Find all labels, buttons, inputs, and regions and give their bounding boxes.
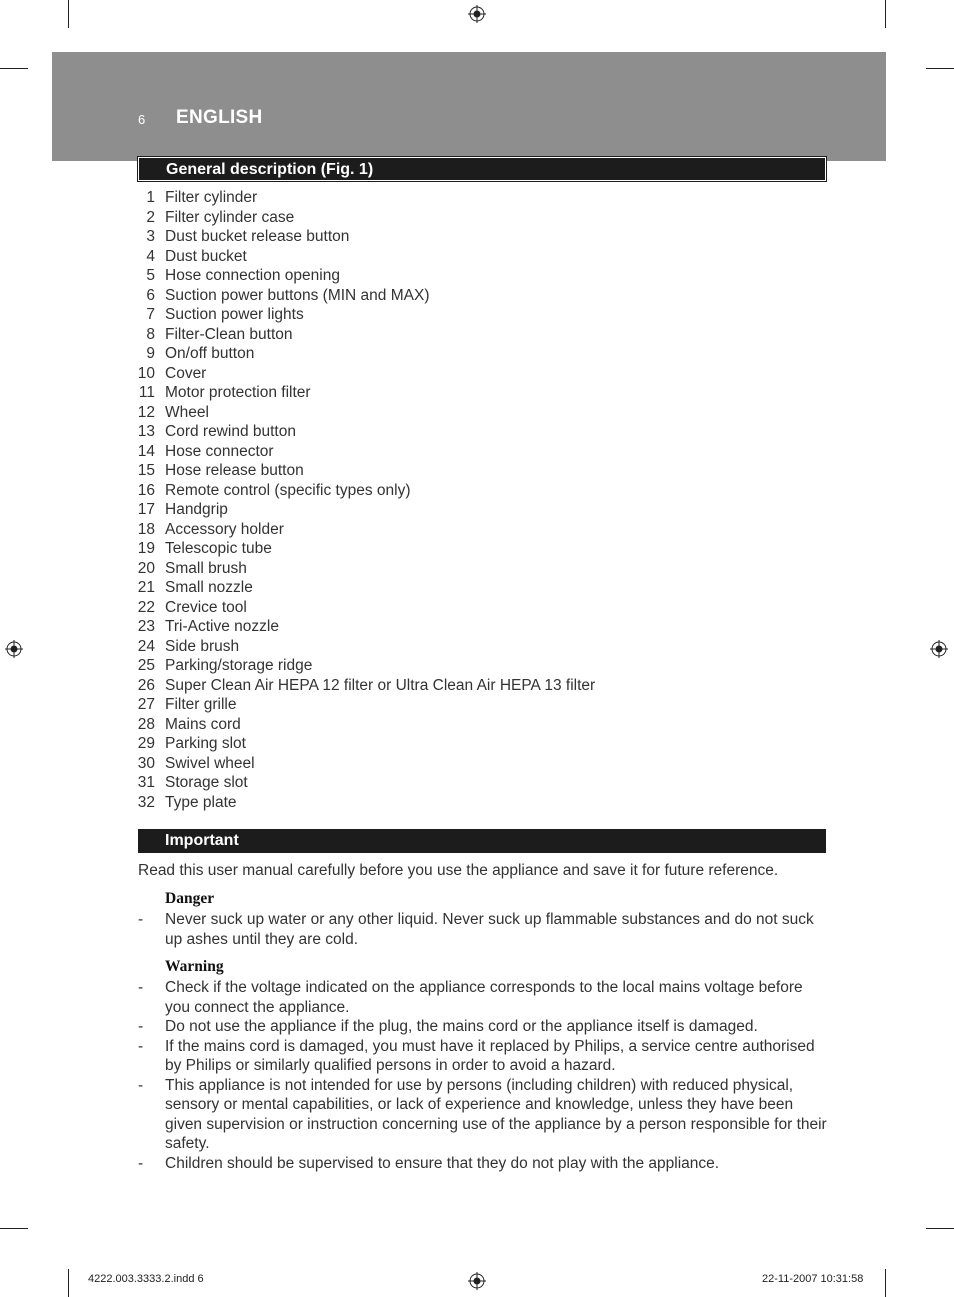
part-number: 5 (146, 267, 155, 284)
bullet-text: Never suck up water or any other liquid. Never suck up flammable substances and do not suck up ashes until they are cold. (165, 911, 814, 948)
part-number: 4 (146, 247, 155, 265)
part-label: Hose connector (165, 442, 274, 460)
part-number: 15 (137, 462, 155, 479)
part-number: 2 (146, 208, 155, 226)
bullet-dash: - (138, 979, 144, 996)
part-label: Small brush (165, 559, 247, 577)
part-label: Parking/storage ridge (165, 657, 313, 674)
part-label: Crevice tool (165, 598, 247, 616)
part-label: Filter-Clean button (165, 325, 293, 343)
part-label: Storage slot (165, 774, 248, 791)
list-item (138, 978, 830, 1017)
part-label: Hose connection opening (165, 267, 340, 284)
part-number: 7 (146, 306, 155, 323)
part-label: Tri-Active nozzle (165, 618, 279, 635)
part-number: 17 (137, 501, 155, 518)
part-label: Remote control (specific types only) (165, 481, 411, 499)
bullet-dash: - (138, 1018, 144, 1035)
part-number: 6 (146, 286, 155, 304)
section-heading-general-description: General description (Fig. 1) (138, 157, 826, 181)
page-number: 6 (138, 112, 146, 127)
list-item (138, 1037, 830, 1076)
part-label: Filter cylinder (165, 189, 258, 206)
part-label: Filter cylinder case (165, 208, 295, 226)
part-label: Dust bucket release button (165, 228, 350, 245)
part-label: Cord rewind button (165, 423, 296, 440)
bullet-dash: - (138, 1154, 144, 1172)
bullet-dash: - (138, 911, 144, 928)
part-number: 32 (137, 793, 155, 811)
part-number: 18 (137, 520, 155, 538)
part-label: Suction power buttons (MIN and MAX) (165, 286, 430, 304)
bullet-text: Check if the voltage indicated on the appliance corresponds to the local mains voltage before you connect the appliance. (165, 979, 803, 1016)
warning-heading: Warning (165, 958, 224, 975)
bullet-text: Children should be supervised to ensure that they do not play with the appliance. (165, 1154, 720, 1172)
part-label: Parking slot (165, 735, 246, 752)
part-number: 21 (137, 579, 155, 596)
part-number: 1 (146, 189, 155, 206)
part-number: 26 (137, 676, 155, 694)
language-heading: ENGLISH (176, 107, 263, 128)
part-label: Filter grille (165, 696, 237, 713)
part-number: 23 (137, 618, 155, 635)
part-label: Dust bucket (165, 247, 247, 265)
part-label: Mains cord (165, 715, 241, 733)
part-label: Small nozzle (165, 579, 253, 596)
crop-mark (68, 0, 69, 28)
part-label: Wheel (165, 403, 209, 421)
bullet-text: If the mains cord is damaged, you must have it replaced by Philips, a service centre authorised by Philips or similarly qualified persons in order to avoid a hazard. (165, 1037, 815, 1074)
part-number: 19 (137, 540, 155, 557)
part-number: 11 (138, 384, 155, 401)
bullet-dash: - (138, 1037, 144, 1055)
crop-mark (0, 68, 28, 69)
part-number: 13 (137, 423, 155, 440)
registration-mark-icon (930, 640, 948, 658)
part-label: Cover (165, 364, 207, 382)
part-number: 3 (146, 228, 155, 245)
list-item (138, 910, 830, 949)
list-item (138, 1154, 830, 1174)
part-number: 22 (137, 598, 155, 616)
bullet-text: This appliance is not intended for use by persons (including children) with reduced physical, sensory or mental capabilities, or lack of experience and knowledge, unless they have been given supervision or instruction concerning use of the appliance by a person responsible for their safety. (165, 1076, 827, 1152)
part-number: 27 (137, 696, 155, 713)
danger-list (138, 910, 830, 949)
list-item (138, 1017, 830, 1037)
registration-mark-icon (468, 5, 486, 23)
warning-list (138, 978, 830, 1173)
intro-paragraph: Read this user manual carefully before you use the appliance and save it for future reference. (138, 862, 779, 879)
part-number: 29 (137, 735, 155, 752)
bullet-dash: - (138, 1076, 144, 1094)
crop-mark (0, 1228, 28, 1229)
part-label: Type plate (165, 793, 237, 811)
part-number: 30 (137, 754, 155, 772)
part-number: 20 (137, 559, 155, 577)
part-label: Swivel wheel (165, 754, 255, 772)
part-label: Motor protection filter (165, 384, 311, 401)
crop-mark (885, 1269, 886, 1297)
registration-mark-icon (5, 640, 23, 658)
footer-timestamp: 22-11-2007 10:31:58 (762, 1273, 864, 1285)
part-number: 9 (146, 345, 155, 362)
part-number: 16 (137, 481, 155, 499)
part-label: Super Clean Air HEPA 12 filter or Ultra Clean Air HEPA 13 filter (165, 676, 596, 694)
part-label: On/off button (165, 345, 255, 362)
part-number: 24 (137, 637, 155, 655)
crop-mark (926, 68, 954, 69)
part-label: Side brush (165, 637, 240, 655)
part-label: Suction power lights (165, 306, 304, 323)
danger-heading: Danger (165, 890, 215, 907)
part-number: 12 (137, 403, 155, 421)
crop-mark (68, 1269, 69, 1297)
part-number: 25 (137, 657, 155, 674)
section-heading-important: Important (138, 829, 826, 853)
part-label: Telescopic tube (165, 540, 272, 557)
part-label: Handgrip (165, 501, 228, 518)
part-number: 31 (137, 774, 155, 791)
list-item (138, 1076, 830, 1154)
crop-mark (926, 1228, 954, 1229)
part-label: Hose release button (165, 462, 304, 479)
part-number: 10 (137, 364, 155, 382)
registration-mark-icon (468, 1272, 486, 1290)
part-number: 8 (146, 325, 155, 343)
footer-file-name: 4222.003.3333.2.indd 6 (88, 1273, 204, 1285)
part-number: 28 (137, 715, 155, 733)
bullet-text: Do not use the appliance if the plug, the mains cord or the appliance itself is damaged. (165, 1018, 758, 1035)
part-label: Accessory holder (165, 520, 284, 538)
crop-mark (885, 0, 886, 28)
part-number: 14 (137, 442, 155, 460)
